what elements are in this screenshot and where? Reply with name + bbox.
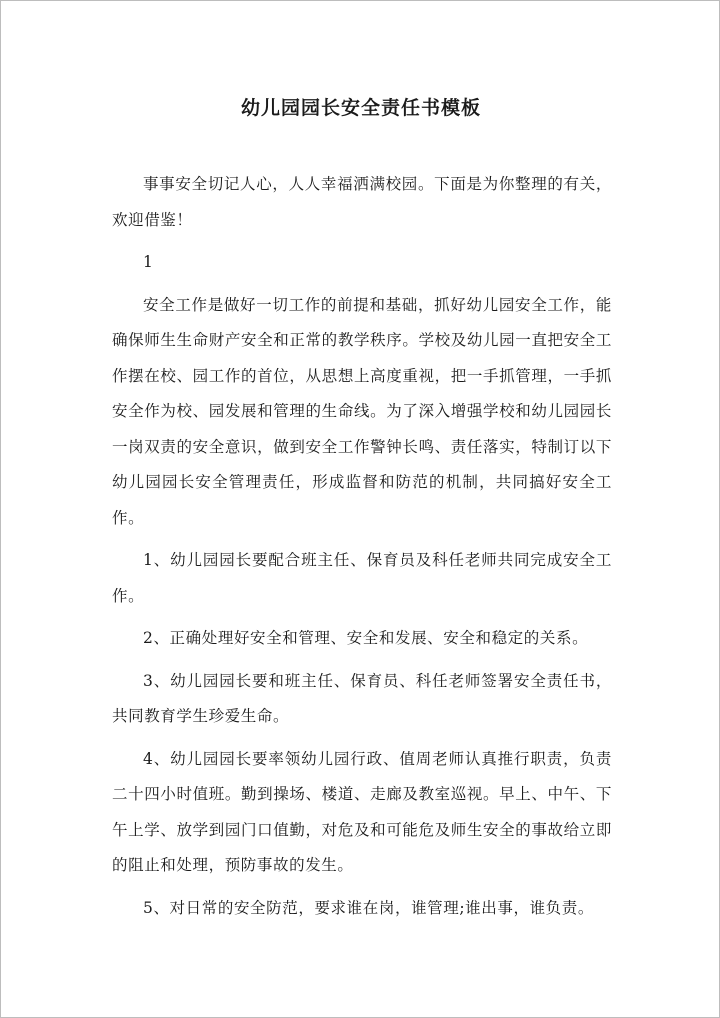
list-item-1: 1、幼儿园园长要配合班主任、保育员及科任老师共同完成安全工作。 <box>112 551 612 605</box>
list-item-4: 4、幼儿园园长要率领幼儿园行政、值周老师认真推行职责，负责二十四小时值班。勤到操场、楼道、走廊及教室巡视。早上、中午、下午上学、放学到园门口值勤，对危及和可能危及师生安全的事故给立即的阻止和处理，预防事故的发生。 <box>112 749 612 874</box>
list-item-2: 2、正确处理好安全和管理、安全和发展、安全和稳定的关系。 <box>143 629 589 647</box>
document-body <box>112 167 612 933</box>
section-number: 1 <box>143 253 154 271</box>
list-item-3: 3、幼儿园园长要和班主任、保育员、科任老师签署安全责任书，共同教育学生珍爱生命。 <box>112 671 612 725</box>
intro-paragraph: 事事安全切记人心，人人幸福洒满校园。下面是为你整理的有关，欢迎借鉴！ <box>112 175 612 229</box>
document-title: 幼儿园园长安全责任书模板 <box>240 97 481 119</box>
list-item-5: 5、对日常的安全防范，要求谁在岗，谁管理;谁出事，谁负责。 <box>143 898 594 917</box>
body-paragraph: 安全工作是做好一切工作的前提和基础，抓好幼儿园安全工作，能确保师生生命财产安全和正常的教学秩序。学校及幼儿园一直把安全工作摆在校、园工作的首位，从思想上高度重视，把一手抓管理，一手抓安全作为校、园发展和管理的生命线。为了深入增强学校和幼儿园园长一岗双责的安全意识，做到安全工作警钟长鸣、责任落实，特制订以下幼儿园园长安全管理责任，形成监督和防范的机制，共同搞好安全工作。 <box>112 295 612 527</box>
